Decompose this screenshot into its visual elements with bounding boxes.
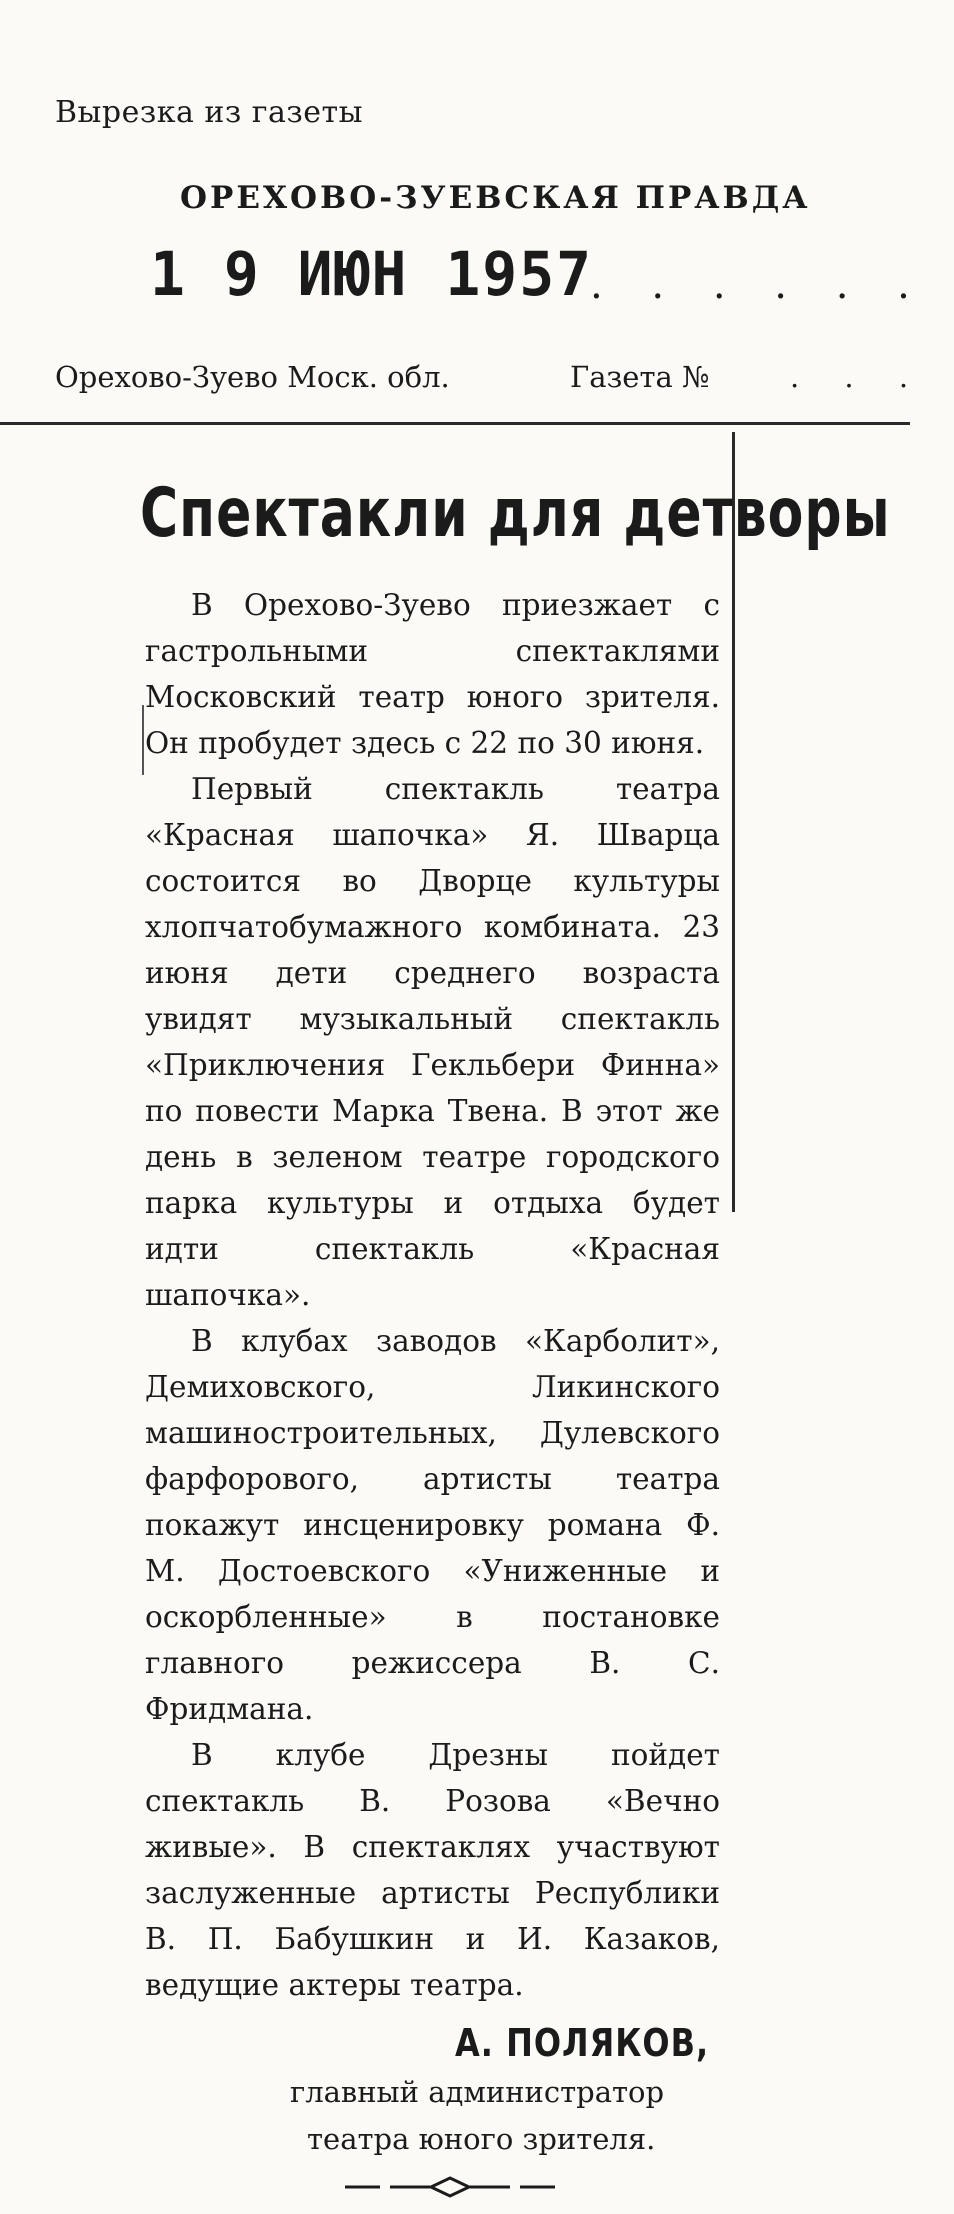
author-role-line1: главный администратор — [290, 2075, 665, 2109]
issue-dots: . . . — [790, 360, 927, 394]
author-name: А. ПОЛЯКОВ, — [455, 2020, 710, 2066]
issue-label: Газета № — [570, 360, 710, 394]
article-paragraph: В клубе Дрезны пойдет спектакль В. Розова «Вечно живые». В спектаклях участвуют заслуженные артисты Республики В. П. Бабушкин и И. Казаков, ведущие актеры театра. — [145, 1738, 720, 2002]
end-ornament — [345, 2175, 555, 2199]
date-dots: . . . . . . — [590, 262, 928, 308]
column-rule-left — [142, 705, 144, 775]
article-paragraph: Первый спектакль театра «Красная шапочка» Я. Шварца состоится во Дворце культуры хлопчатобумажного комбината. 23 июня дети среднего возраста увидят музыкальный спектакль «Приключения Гекльбери Финна» по повести Марка Твена. В этот же день в зеленом театре городского парка культуры и отдыха будет идти спектакль «Красная шапочка». — [145, 772, 720, 1312]
author-role-line2: театра юного зрителя. — [307, 2122, 656, 2156]
city-line: Орехово-Зуево Моск. обл. — [55, 360, 450, 394]
clipping-label: Вырезка из газеты — [55, 95, 364, 130]
article-headline: Спектакли для детворы — [140, 475, 891, 553]
article-paragraph: В клубах заводов «Карболит», Демиховского, Ликинского машиностроительных, Дулевского фарфорового, артисты театра покажут инсценировку романа Ф. М. Достоевского «Униженные и оскорбленные» в постановке главного режиссера В. С. Фридмана. — [145, 1324, 720, 1726]
article-body — [145, 582, 720, 2008]
article-paragraph: В Орехово-Зуево приезжает с гастрольными спектаклями Московский театр юного зрителя. Он пробудет здесь с 22 по 30 июня. — [145, 588, 720, 760]
header-divider — [0, 422, 910, 425]
newspaper-title: ОРЕХОВО-ЗУЕВСКАЯ ПРАВДА — [180, 180, 811, 216]
date-stamp: 1 9 ИЮН 1957 — [150, 238, 594, 310]
